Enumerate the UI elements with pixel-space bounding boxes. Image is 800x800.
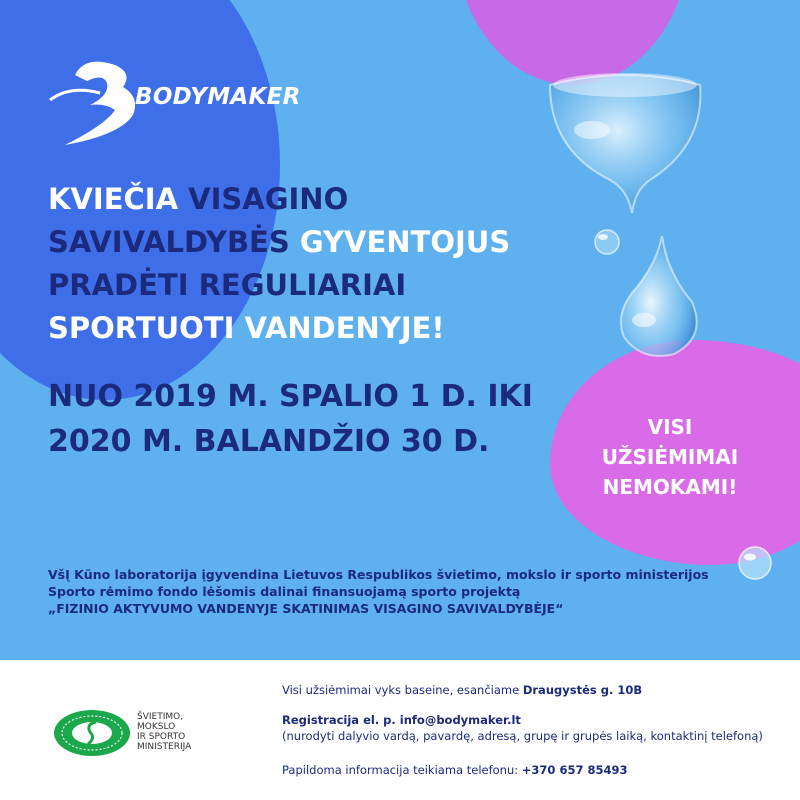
ministry-emblem-logo-icon	[52, 708, 132, 758]
free-badge-line-3: NEMOKAMI!	[602, 475, 738, 499]
free-badge-line-2: UŽSIĖMIMAI	[601, 445, 739, 469]
headline-line-2: SAVIVALDYBĖS GYVENTOJUS	[48, 225, 511, 259]
date-line-2: 2020 M. BALANDŽIO 30 D.	[48, 424, 490, 459]
footer	[0, 660, 800, 800]
headline	[48, 178, 510, 350]
registration-info	[282, 712, 521, 728]
location-address: Draugystės g. 10B	[522, 683, 643, 697]
project-line-1: VšĮ Kūno laboratorija įgyvendina Lietuvos Respublikos švietimo, mokslo ir sporto ministerijos	[48, 567, 709, 582]
project-description	[48, 566, 709, 617]
project-line-2: Sporto rėmimo fondo lėšomis dalinai finansuojamą sporto projektą	[48, 584, 521, 599]
date-line-1: NUO 2019 M. SPALIO 1 D. IKI	[48, 379, 533, 414]
registration-note: (nurodyti dalyvio vardą, pavardę, adresą, grupę ir grupės laiką, kontaktinį telefoną)	[282, 729, 763, 743]
phone-info: Papildoma informacija teikiama telefonu: +370 657 85493	[282, 763, 628, 777]
teardrop-water-drop-icon	[612, 232, 702, 362]
headline-line-4: SPORTUOTI VANDENYJE!	[48, 311, 445, 345]
headline-line-3: PRADĖTI REGULIARIAI	[48, 268, 407, 302]
date-range	[48, 374, 533, 464]
phone-number: +370 657 85493	[521, 763, 628, 777]
brand-name: BODYMAKER	[135, 84, 301, 110]
large-water-drop-icon	[540, 55, 710, 215]
project-line-3: „FIZINIO AKTYVUMO VANDENYJE SKATINIMAS VISAGINO SAVIVALDYBĖJE“	[48, 601, 564, 616]
location-info: Visi užsiėmimai vyks baseine, esančiame Draugystės g. 10B	[282, 683, 643, 697]
headline-line-1: KVIEČIA VISAGINO	[48, 182, 349, 216]
tiny-water-drop-icon	[736, 544, 774, 582]
free-badge-line-1: VISI	[647, 415, 693, 439]
free-badge	[570, 412, 770, 502]
registration-label: Registracija el. p. info@bodymaker.lt	[282, 713, 521, 727]
ministry-name: ŠVIETIMO, MOKSLO IR SPORTO MINISTERIJA	[137, 712, 192, 752]
